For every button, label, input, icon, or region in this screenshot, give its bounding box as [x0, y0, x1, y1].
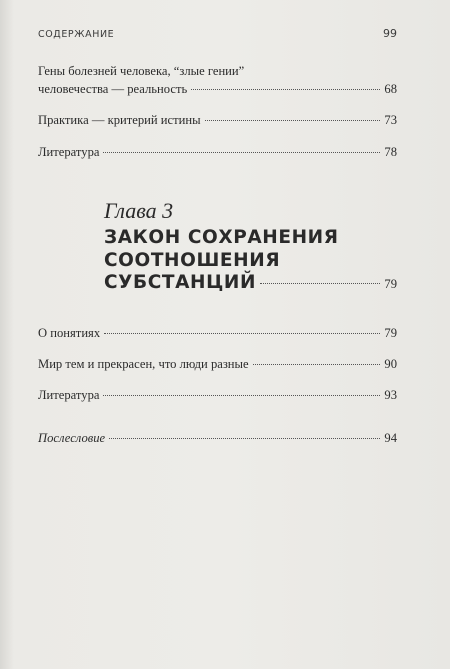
- toc-entry-text: Мир тем и прекрасен, что люди разные: [38, 357, 249, 371]
- dot-leader: [103, 152, 380, 153]
- chapter-title: СООТНОШЕНИЯ: [104, 250, 281, 271]
- chapter-title-row: [104, 272, 397, 293]
- toc-page-number: 78: [384, 145, 397, 159]
- chapter-title: ЗАКОН СОХРАНЕНИЯ: [104, 227, 339, 248]
- dot-leader: [205, 120, 381, 121]
- toc-entry-text: Гены болезней человека, “злые гении”: [38, 64, 245, 78]
- toc-page-number: 90: [384, 357, 397, 371]
- chapter-label: Глава 3: [104, 198, 174, 223]
- page-number: 99: [383, 27, 397, 40]
- toc-entry-text: Практика — критерий истины: [38, 113, 201, 127]
- dot-leader: [103, 395, 380, 396]
- chapter-title: СУБСТАНЦИЙ: [104, 272, 257, 293]
- dot-leader: [109, 438, 380, 439]
- dot-leader: [253, 364, 381, 365]
- toc-entry-text: О понятиях: [38, 326, 101, 340]
- toc-page-number: 94: [384, 431, 397, 445]
- running-head: СОДЕРЖАНИЕ: [38, 29, 115, 40]
- toc-entry: [38, 113, 397, 128]
- toc-entry: [38, 357, 397, 372]
- toc-entry: [38, 145, 397, 160]
- toc-page-number: 73: [384, 113, 397, 127]
- toc-page-number: 79: [384, 326, 397, 340]
- toc-page-number: 93: [384, 388, 397, 402]
- dot-leader: [260, 283, 380, 284]
- toc-entry-text: Литература: [38, 145, 100, 159]
- dot-leader: [191, 89, 380, 90]
- toc-entry-text: Послесловие: [38, 431, 106, 445]
- toc-page-number: 79: [384, 277, 397, 291]
- toc-page-number: 68: [384, 82, 397, 96]
- dot-leader: [104, 333, 380, 334]
- toc-entry: [38, 431, 397, 446]
- toc-entry: [38, 82, 397, 97]
- toc-entry-text: Литература: [38, 388, 100, 402]
- toc-entry: [38, 388, 397, 403]
- toc-entry: [38, 326, 397, 341]
- toc-entry-text: человечества — реальность: [38, 82, 188, 96]
